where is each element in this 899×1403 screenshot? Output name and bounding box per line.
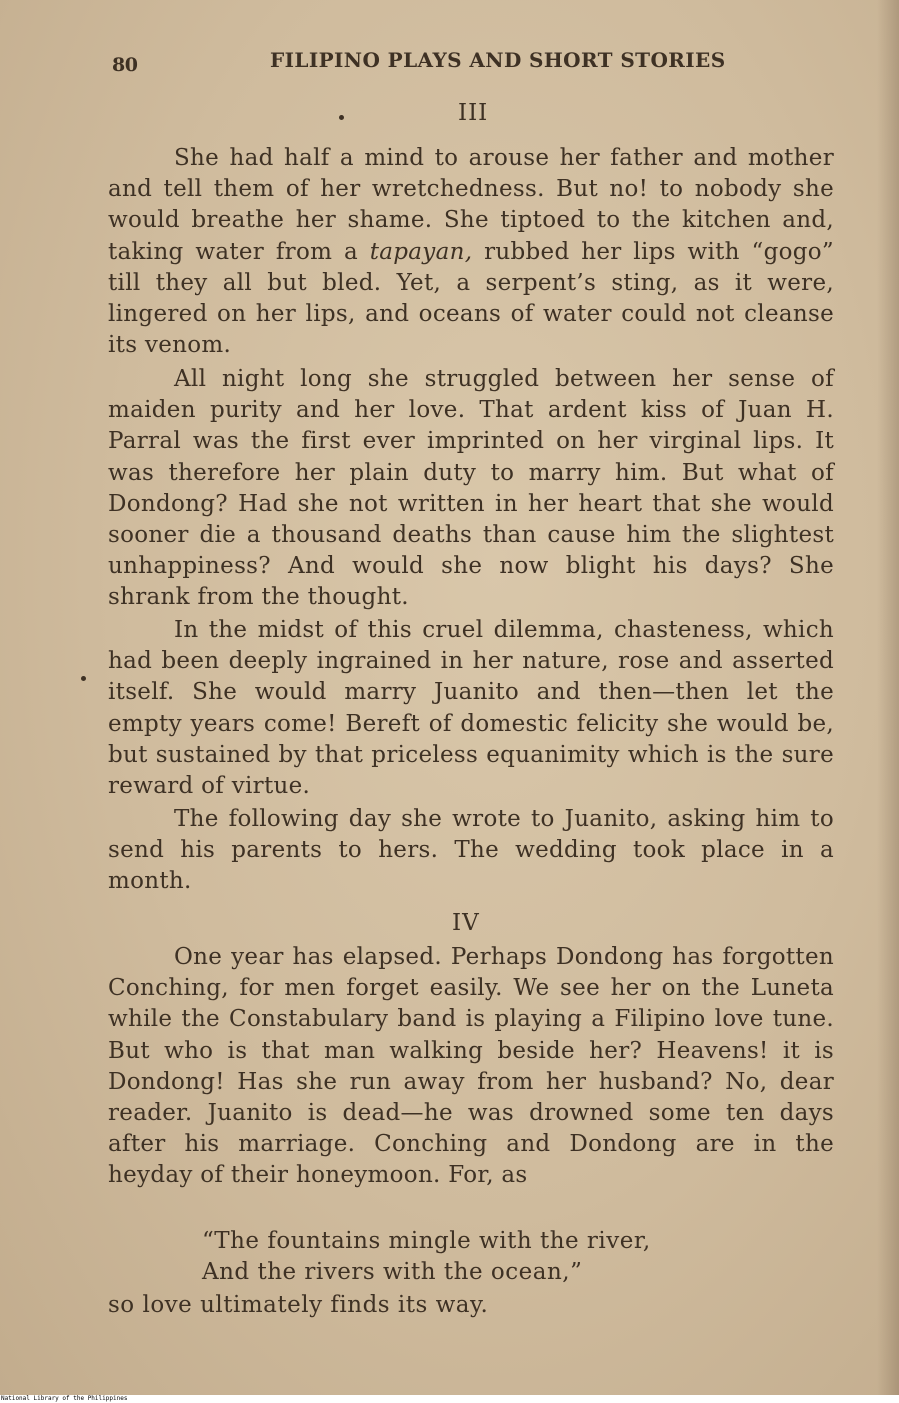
page-edge-shadow — [877, 0, 899, 1395]
paragraph-2: All night long she struggled between her sense of maiden purity and her love. That ardent kiss of Juan H. Parral was the first ever imprinted on her virginal lips. It was therefore her plain duty to marry him. But what of Dondong? Had she not written in her heart that she would sooner die a thousand deaths than cause him the slightest unhappiness? And would she now blight his days? She shrank from the thought. — [108, 366, 834, 611]
running-title: FILIPINO PLAYS AND SHORT STORIES — [270, 48, 726, 72]
paragraph-4: The following day she wrote to Juanito, asking him to send his parents to hers. The wedding took place in a month. — [108, 806, 834, 895]
paragraph-1-text-a: She had half a mind to arouse her father and mother and tell them of her wretchedness. But no! to nobody she would breathe her shame. She tiptoed to the kitchen and, taking water from a — [108, 145, 834, 265]
closing-line: so love ultimately finds its way. — [108, 1292, 489, 1318]
paragraph-3: In the midst of this cruel dilemma, chasteness, which had been deeply ingrained in her nature, rose and asserted itself. She would marry Juanito and then—then let the empty years come! Bereft of domestic felicity she would be, but sustained by that priceless equanimity which is the sure reward of virtue. — [108, 617, 834, 800]
ink-speck — [81, 676, 86, 681]
verse-line-1: “The fountains mingle with the river, — [202, 1228, 651, 1254]
paragraph-1-text-b: rubbed her lips with “gogo” till they all but bled. Yet, a serpent’s sting, as it were, lingered on her lips, and oceans of water could not cleanse its venom. — [108, 238, 834, 359]
page-header — [108, 46, 726, 78]
section-heading-iii: III — [458, 100, 489, 126]
paragraph-1-italic: tapayan, — [369, 238, 473, 265]
paragraph-5: One year has elapsed. Perhaps Dondong has forgotten Conching, for men forget easily. We see her on the Luneta while the Constabulary band is playing a Filipino love tune. But who is that man walking beside her? Heavens! it is Dondong! Has she run away from her husband? No, dear reader. Juanito is dead—he was drowned some ten days after his marriage. Conching and Dondong are in the heyday of their honeymoon. For, as — [108, 944, 834, 1189]
ink-speck — [339, 115, 344, 120]
section-heading-iv: IV — [452, 910, 480, 936]
footer-strip — [0, 1395, 899, 1403]
footer-credit: National Library of the Philippines — [1, 1395, 128, 1402]
paragraph-1 — [108, 143, 834, 361]
page-number: 80 — [112, 54, 138, 76]
verse-line-2: And the rivers with the ocean,” — [202, 1259, 583, 1285]
